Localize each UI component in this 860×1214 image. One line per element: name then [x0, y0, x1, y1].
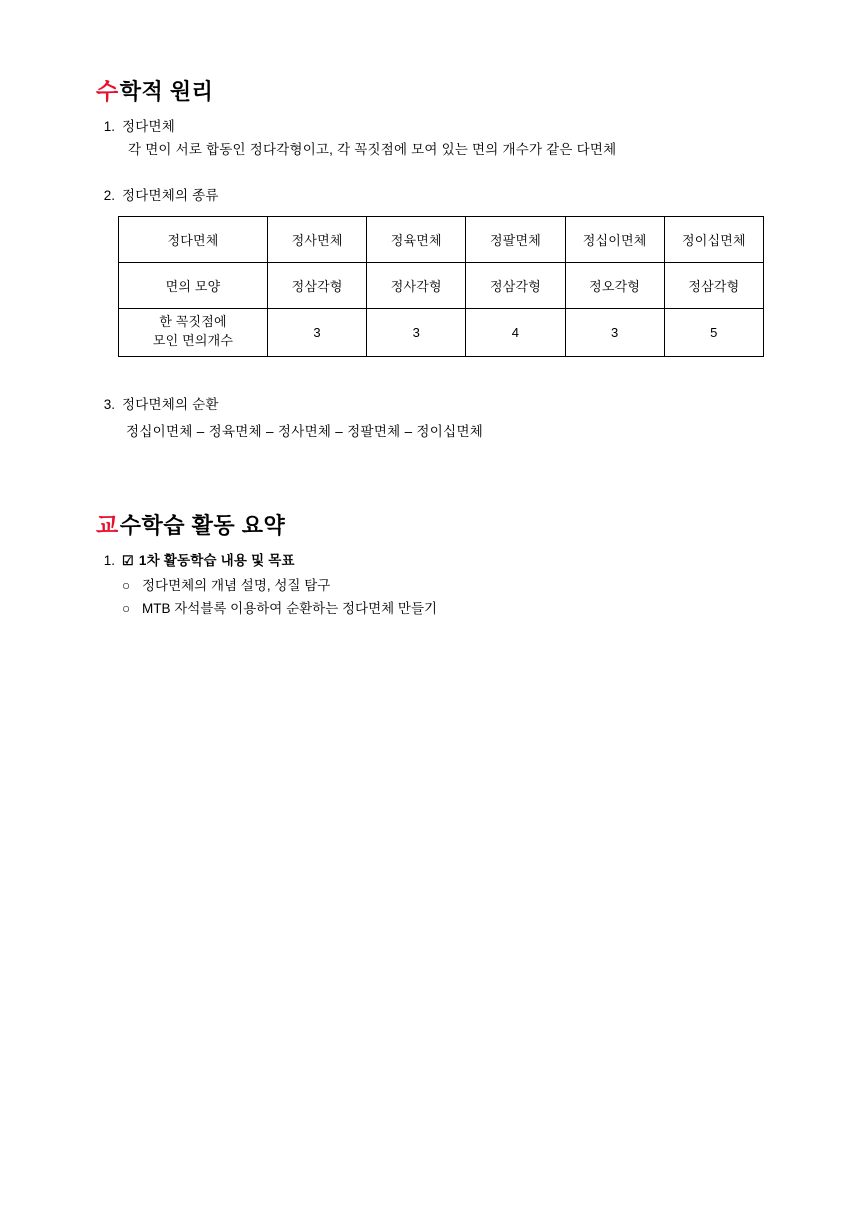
list-item-number: 1. [103, 552, 115, 568]
list-item [96, 186, 764, 207]
table-row-label: 정다면체 [119, 216, 268, 262]
table-cell: 3 [367, 308, 466, 356]
table-cell: 정삼각형 [664, 262, 763, 308]
section-title: 학적 원리 [119, 79, 214, 104]
table-row [119, 216, 764, 262]
table-cell: 정사면체 [268, 216, 367, 262]
table-cell: 4 [466, 308, 565, 356]
table-cell: 3 [268, 308, 367, 356]
table-row [119, 262, 764, 308]
list-item-title: 정다면체의 순환 [122, 396, 219, 412]
list-item-body [122, 117, 764, 161]
table-cell: 정팔면체 [466, 216, 565, 262]
list-item [96, 395, 764, 416]
section-heading-activity-summary [96, 511, 764, 538]
list-item-number: 3. [103, 396, 115, 412]
table-row-label [119, 308, 268, 356]
section-marker-icon: 수 [96, 78, 119, 104]
polyhedra-cycle-text: 정십이면체 – 정육면체 – 정사면체 – 정팔면체 – 정이십면체 [126, 423, 484, 439]
activity-goal-heading [122, 551, 764, 572]
table-cell: 정사각형 [367, 262, 466, 308]
table-cell: 5 [664, 308, 763, 356]
list-item [96, 117, 764, 161]
list-item-number: 2. [103, 187, 115, 203]
list-item [122, 575, 764, 597]
table-row-label-line2: 모인 면의개수 [152, 333, 234, 349]
spacer [96, 357, 764, 379]
circle-bullet-icon: ○ [122, 577, 131, 593]
spacer [96, 379, 764, 395]
table-cell: 정오각형 [565, 262, 664, 308]
section-title: 수학습 활동 요약 [119, 512, 286, 538]
activity-goal-label: 1차 활동학습 내용 및 목표 [138, 552, 295, 568]
list-item-title: 정다면체의 종류 [122, 187, 219, 203]
section-heading-math-principle [96, 80, 764, 103]
list-item-body [122, 551, 764, 572]
list-item-number: 1. [103, 119, 115, 134]
regular-polyhedra-table [118, 216, 764, 357]
list-item-body [122, 186, 764, 207]
list-item-label: 정다면체의 개념 설명, 성질 탐구 [142, 577, 331, 593]
section-marker-icon: 교 [96, 511, 119, 538]
table-cell: 정삼각형 [268, 262, 367, 308]
table-cell: 정육면체 [367, 216, 466, 262]
list-item [122, 598, 764, 620]
list-item-label: MTB 자석블록 이용하여 순환하는 정다면체 만들기 [142, 601, 438, 617]
checkbox-checked-icon: ☑ [122, 552, 134, 568]
table-row [119, 308, 764, 356]
list-item-body [122, 395, 764, 416]
table-row-label-line1: 한 꼭짓점에 [159, 314, 227, 330]
circle-bullet-icon: ○ [122, 601, 131, 617]
list-item-title: 정다면체 [122, 119, 175, 134]
table-cell: 정십이면체 [565, 216, 664, 262]
table-cell: 정삼각형 [466, 262, 565, 308]
table-cell: 정이십면체 [664, 216, 763, 262]
table-cell: 3 [565, 308, 664, 356]
list-item [96, 551, 764, 572]
list-item-description: 각 면이 서로 합동인 정다각형이고, 각 꼭짓점에 모여 있는 면의 개수가 같은 다면체 [128, 141, 617, 157]
table-row-label: 면의 모양 [119, 262, 268, 308]
spacer [96, 164, 764, 186]
